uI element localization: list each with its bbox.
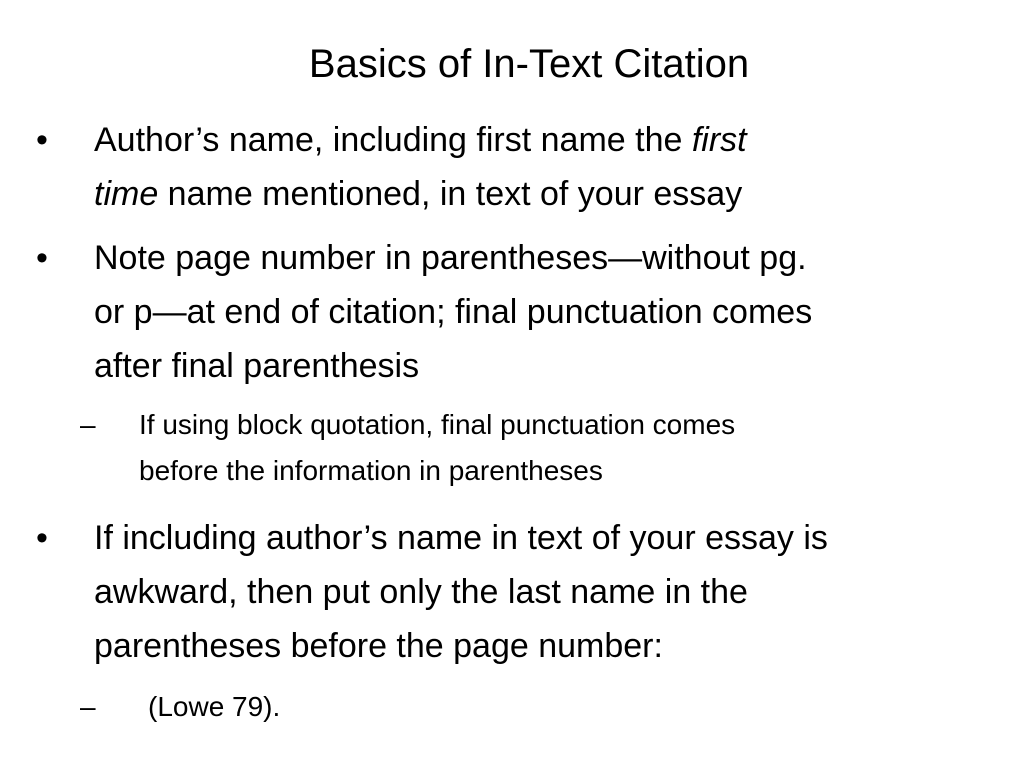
bullet-text-line	[94, 166, 1014, 222]
emphasis-text: first	[691, 121, 747, 159]
bullet-text-line: awkward, then put only the last name in the	[94, 573, 748, 611]
bullet-text-line: Note page number in parentheses—without pg.	[94, 239, 807, 277]
bullet-text-line	[94, 112, 1014, 168]
bullet-text-line: after final parenthesis	[94, 347, 420, 385]
sub-item-text-line: (Lowe 79).	[148, 691, 281, 722]
bullet-marker: •	[36, 121, 48, 159]
dash-marker: –	[80, 691, 96, 722]
sub-item-text-line: If using block quotation, final punctuation comes	[139, 409, 736, 440]
sub-item-text-line: before the information in parentheses	[139, 455, 603, 486]
text-run: Author’s name, including first name the	[94, 121, 692, 159]
bullet-marker: •	[36, 239, 48, 277]
bullet-item-author-name	[0, 112, 1024, 224]
bullet-marker: •	[36, 519, 48, 557]
slide-title: Basics of In-Text Citation	[308, 42, 750, 86]
bullet-text-line: If including author’s name in text of your essay is	[94, 519, 828, 557]
bullet-text-line: or p—at end of citation; final punctuation comes	[94, 293, 813, 331]
dash-marker: –	[80, 409, 96, 440]
sub-item-example	[0, 684, 1024, 730]
bullet-item-page-number	[0, 230, 1024, 398]
emphasis-text: time	[94, 175, 159, 213]
bullet-text-line: parentheses before the page number:	[94, 627, 663, 665]
sub-item-block-quotation	[0, 402, 1024, 494]
bullet-item-last-name	[0, 510, 1024, 678]
text-run: name mentioned, in text of your essay	[158, 175, 743, 213]
